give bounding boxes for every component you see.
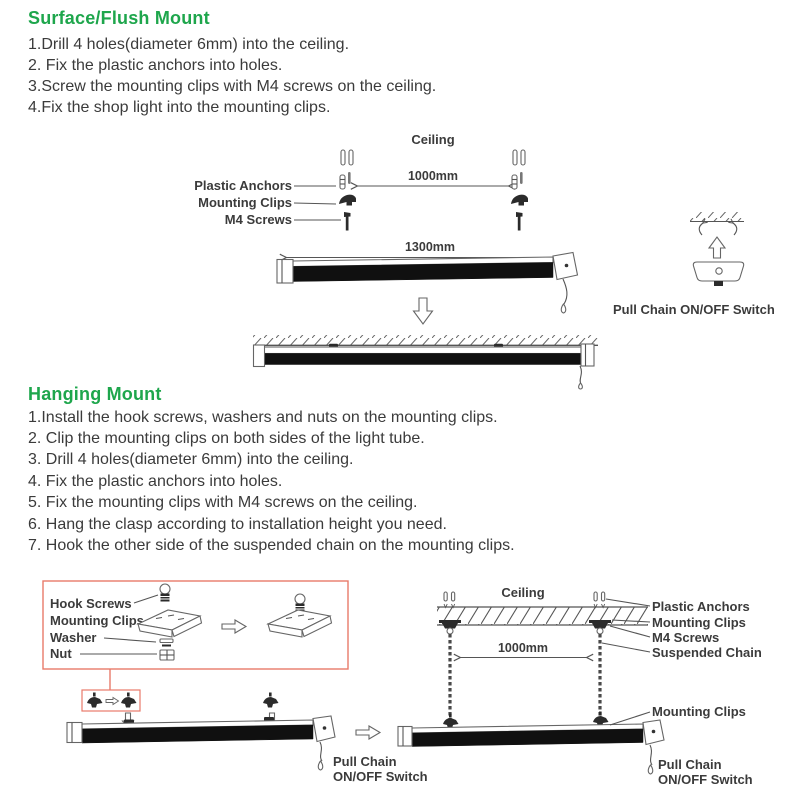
- m4-screw-icon: [344, 212, 351, 231]
- hook-screws-label: Hook Screws: [50, 596, 132, 611]
- mini-parts-box: [82, 690, 140, 711]
- ceiling-hatch: [253, 335, 598, 345]
- instruction-step: 6. Hang the clasp according to installation height you need.: [28, 516, 447, 533]
- plastic-anchors-label: Plastic Anchors: [652, 599, 750, 614]
- pull-chain-switch-label: Pull Chain ON/OFF Switch: [613, 302, 775, 317]
- instruction-step: 5. Fix the mounting clips with M4 screws on the ceiling.: [28, 494, 418, 511]
- washer-icon: [160, 639, 173, 647]
- assembled-clip-icon: [268, 594, 332, 637]
- pull-chain-switch-callout: [613, 212, 775, 317]
- instruction-step: 4. Fix the plastic anchors into holes.: [28, 473, 283, 490]
- hanging-mount-diagram: [0, 570, 800, 800]
- red-callout-box: [43, 581, 348, 669]
- ceiling-hatch: [690, 212, 744, 221]
- pull-chain-icon: [320, 742, 322, 761]
- instruction-step: 1.Drill 4 holes(diameter 6mm) into the ceiling.: [28, 36, 350, 53]
- mounting-clip-icon: [339, 195, 356, 206]
- right-arrow-icon: [356, 726, 380, 739]
- ceiling-label: Ceiling: [411, 132, 455, 147]
- surface-flush-mount-title: Surface/Flush Mount: [28, 8, 210, 28]
- pull-chain-icon: [580, 366, 581, 384]
- pull-chain-label: Pull Chain: [333, 754, 397, 769]
- down-arrow-icon: [414, 298, 433, 324]
- nut-label: Nut: [50, 646, 72, 661]
- mounting-clips-label: Mounting Clips: [652, 615, 746, 630]
- plastic-anchor-icon: [340, 172, 351, 189]
- light-fixture: [67, 716, 335, 770]
- pull-chain-label: ON/OFF Switch: [658, 772, 753, 787]
- plastic-anchors-label: Plastic Anchors: [194, 178, 292, 193]
- mounting-clip-3d-icon: [138, 610, 202, 637]
- instruction-step: 1.Install the hook screws, washers and nuts on the mounting clips.: [28, 409, 498, 426]
- m4-screw-icon: [516, 212, 523, 231]
- pull-chain-icon: [650, 745, 652, 765]
- instruction-step: 3. Drill 4 holes(diameter 6mm) into the ceiling.: [28, 451, 354, 468]
- mounting-clip-icon: [263, 693, 279, 708]
- mounting-clips-label: Mounting Clips: [50, 613, 144, 628]
- hanging-mount-title: Hanging Mount: [28, 384, 162, 404]
- plastic-anchor-icon: [444, 592, 455, 608]
- dim-1000mm-label: 1000mm: [407, 169, 459, 183]
- instruction-step: 2. Clip the mounting clips on both sides of the light tube.: [28, 430, 425, 447]
- pull-chain-label: Pull Chain: [658, 757, 722, 772]
- mounting-clip-icon: [511, 195, 528, 206]
- mounted-light-fixture: [253, 335, 598, 389]
- m4-screws-label: M4 Screws: [652, 630, 720, 645]
- plastic-anchor-icon: [594, 592, 605, 608]
- mounting-clips-label: Mounting Clips: [652, 704, 746, 719]
- mounting-clips-label: Mounting Clips: [198, 195, 292, 210]
- instruction-step: 7. Hook the other side of the suspended chain on the mounting clips.: [28, 537, 515, 554]
- dim-1300mm-label: 1300mm: [404, 240, 456, 254]
- ceiling-label: Ceiling: [501, 585, 545, 600]
- nut-icon: [160, 650, 174, 660]
- pull-chain-label: ON/OFF Switch: [333, 769, 428, 784]
- suspended-chain-label: Suspended Chain: [652, 645, 762, 660]
- pull-chain-icon: [563, 279, 567, 304]
- mounting-clip-icon: [443, 714, 459, 729]
- dim-1000mm-label: 1000mm: [497, 641, 549, 655]
- hook-screw-icon: [160, 584, 170, 602]
- instruction-step: 2. Fix the plastic anchors into holes.: [28, 57, 283, 74]
- ceiling-hatch: [437, 607, 648, 625]
- right-arrow-icon: [222, 620, 246, 633]
- hanging-assembly: [398, 585, 762, 787]
- m4-screws-label: M4 Screws: [224, 212, 292, 227]
- plastic-anchor-pins-icon: [513, 150, 525, 165]
- instruction-step: 4.Fix the shop light into the mounting clips.: [28, 99, 331, 116]
- instruction-step: 3.Screw the mounting clips with M4 screws on the ceiling.: [28, 78, 437, 95]
- washer-label: Washer: [50, 630, 97, 645]
- surface-mount-diagram: [0, 128, 800, 390]
- up-arrow-icon: [709, 237, 725, 258]
- plastic-anchor-pins-icon: [341, 150, 353, 165]
- plastic-anchor-icon: [512, 172, 523, 189]
